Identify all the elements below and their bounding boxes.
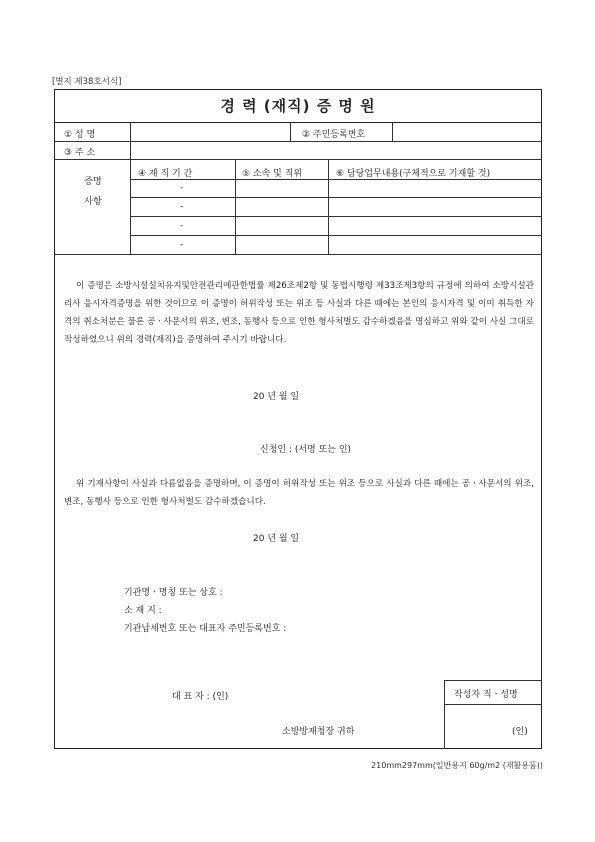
- name-label: ① 성 명: [64, 130, 96, 140]
- divider: [130, 179, 542, 180]
- divider: [130, 159, 131, 254]
- org-location-label: 소 재 지 :: [124, 606, 162, 616]
- period-cell[interactable]: -: [180, 240, 184, 250]
- org-name-label: 기관명ㆍ명칭 또는 상호 :: [124, 588, 223, 598]
- form-frame: [54, 89, 542, 749]
- declaration-paragraph: 이 증명은 소방시설설치유지및안전관리에관한법률 제26조제2항 및 동법시행령 제33조제3항의 규정에 의하여 소방시설관리사 응시자격증명을 위한 것이므로 이 증명이 허위작성 또는 위조 등 사실과 다른 때에는 본인의 응시자격 및 이미 취득한 자격의 취소처분은 물론 공ㆍ사문서의 위조, 변조, 동행사 등으로 인한 형사처벌도 감수하겠음을 명심하고 위와 같이 사실 그대로 작성하였으니 위의 경력(재직)을 증명하여 주시기 바랍니다.: [64, 281, 534, 345]
- org-tax-number-label: 기관납세번호 또는 대표자 주민등록번호 :: [124, 624, 287, 634]
- writer-box-title: 작성자 직ㆍ성명: [454, 690, 518, 700]
- divider: [130, 123, 131, 159]
- column-header-dept: ⑤ 소속 및 직위: [242, 169, 303, 179]
- divider: [130, 235, 542, 236]
- resident-number-label: ② 주민등록번호: [302, 130, 366, 140]
- paper-spec-note: 210mm297mm(일반용지 60g/m2 (재활용품)): [371, 761, 543, 770]
- divider: [444, 680, 542, 681]
- applicant-signature-line: 신청인 : (서명 또는 인): [260, 445, 352, 455]
- recipient-line: 소방방재청장 귀하: [282, 727, 355, 737]
- period-cell[interactable]: -: [180, 183, 184, 193]
- divider: [54, 254, 542, 255]
- divider: [130, 216, 542, 217]
- address-label: ③ 주 소: [64, 148, 96, 158]
- column-header-duty: ⑥ 담당업무내용(구체적으로 기재할 것): [336, 169, 491, 179]
- divider: [392, 123, 393, 141]
- divider: [328, 159, 329, 254]
- document-title: 경 력 (재직) 증 명 원: [54, 89, 542, 123]
- divider: [54, 159, 542, 160]
- representative-line: 대 표 자 : (인): [172, 692, 229, 702]
- divider: [130, 197, 542, 198]
- proof-section-label: 증명사항: [84, 177, 102, 207]
- divider: [54, 141, 542, 142]
- divider: [235, 159, 236, 254]
- divider: [290, 123, 291, 141]
- date-line: 20 년 월 일: [253, 392, 300, 402]
- divider: [444, 704, 542, 705]
- form-number-label: [별지 제38호서식]: [52, 77, 122, 87]
- certification-paragraph: 위 기재사항이 사실과 다름없음을 증명하며, 이 증명이 허위작성 또는 위조 등으로 사실과 다른 때에는 공ㆍ사문서의 위조, 변조, 동행사 등으로 인한 형사처벌도 감수하겠습니다.: [64, 479, 534, 507]
- writer-seal: (인): [512, 727, 528, 737]
- period-cell[interactable]: -: [180, 202, 184, 212]
- divider: [444, 680, 445, 749]
- period-cell[interactable]: -: [180, 221, 184, 231]
- date-line: 20 년 월 일: [253, 534, 300, 544]
- column-header-period: ④ 재 직 기 간: [138, 169, 193, 179]
